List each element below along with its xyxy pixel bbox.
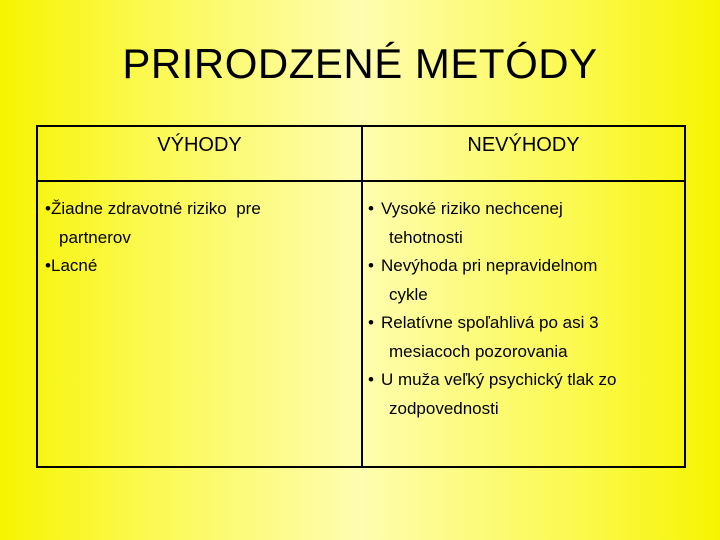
disadvantage-item [368, 252, 668, 309]
advantage-item [45, 195, 345, 252]
disadvantage-text-line: tehotnosti [389, 227, 463, 247]
comparison-table [36, 125, 686, 468]
disadvantages-list [368, 181, 668, 423]
disadvantage-text-line: zodpovednosti [389, 398, 499, 418]
bullet-icon: • [368, 199, 374, 218]
advantage-text-line: partnerov [59, 227, 131, 247]
disadvantage-text-line: Nevýhoda pri nepravidelnom [381, 256, 598, 275]
advantage-text-line: Lacné [51, 256, 98, 275]
disadvantage-text-line: Vysoké riziko nechcenej [381, 199, 563, 218]
advantages-list [45, 181, 345, 281]
advantages-header: VÝHODY [157, 134, 242, 156]
bullet-icon: • [368, 256, 374, 275]
disadvantage-item [368, 366, 668, 423]
bullet-icon: • [45, 199, 51, 218]
advantage-item [45, 252, 345, 281]
slide-title: PRIRODZENÉ METÓDY [122, 40, 598, 87]
disadvantage-text-line: U muža veľký psychický tlak zo [381, 370, 617, 389]
bullet-icon: • [45, 256, 51, 275]
advantage-text-line: Žiadne zdravotné riziko pre [51, 199, 261, 218]
disadvantage-item [368, 195, 668, 252]
bullet-icon: • [368, 370, 374, 389]
disadvantage-item [368, 309, 668, 366]
bullet-icon: • [368, 313, 374, 332]
disadvantages-header: NEVÝHODY [467, 134, 580, 156]
column-divider [361, 127, 363, 466]
disadvantage-text-line: Relatívne spoľahlivá po asi 3 [381, 313, 599, 332]
disadvantage-text-line: mesiacoch pozorovania [389, 341, 568, 361]
disadvantage-text-line: cykle [389, 284, 428, 304]
